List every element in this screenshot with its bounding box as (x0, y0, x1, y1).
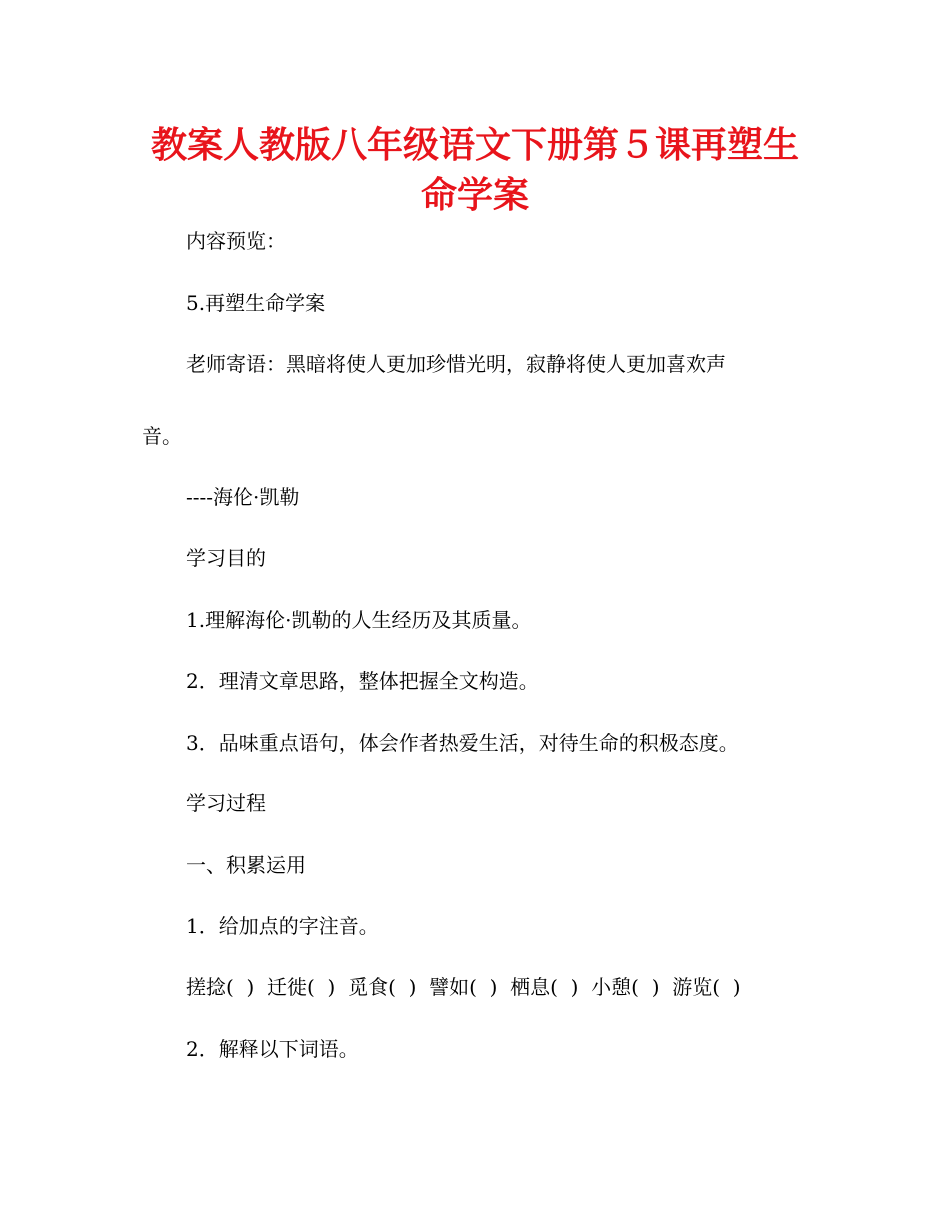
task-2: 2．解释以下词语。 (186, 1037, 359, 1061)
document-title-line-2: 命学案 (420, 175, 529, 216)
quote-author: ----海伦·凯勒 (186, 485, 300, 509)
task-1-words: 搓捻( ) 迁徙( ) 觅食( ) 譬如( ) 栖息( ) 小憩( ) 游览( ) (186, 975, 741, 999)
objective-3: 3．品味重点语句，体会作者热爱生活，对待生命的积极态度。 (186, 731, 739, 755)
document-title-line-1: 教案人教版八年级语文下册第５课再塑生 (150, 125, 799, 166)
process-heading: 学习过程 (186, 791, 266, 815)
task-1: 1．给加点的字注音。 (186, 914, 379, 938)
objective-1: 1.理解海伦·凯勒的人生经历及其质量。 (186, 608, 532, 632)
lesson-heading: 5.再塑生命学案 (186, 291, 326, 315)
section-1-heading: 一、积累运用 (186, 853, 306, 877)
preview-label: 内容预览： (186, 229, 286, 253)
teacher-quote-line-2: 音。 (142, 424, 182, 448)
objective-2: 2．理清文章思路，整体把握全文构造。 (186, 669, 539, 693)
teacher-quote-line-1: 老师寄语：黑暗将使人更加珍惜光明，寂静将使人更加喜欢声 (186, 352, 726, 376)
objectives-heading: 学习目的 (186, 546, 266, 570)
